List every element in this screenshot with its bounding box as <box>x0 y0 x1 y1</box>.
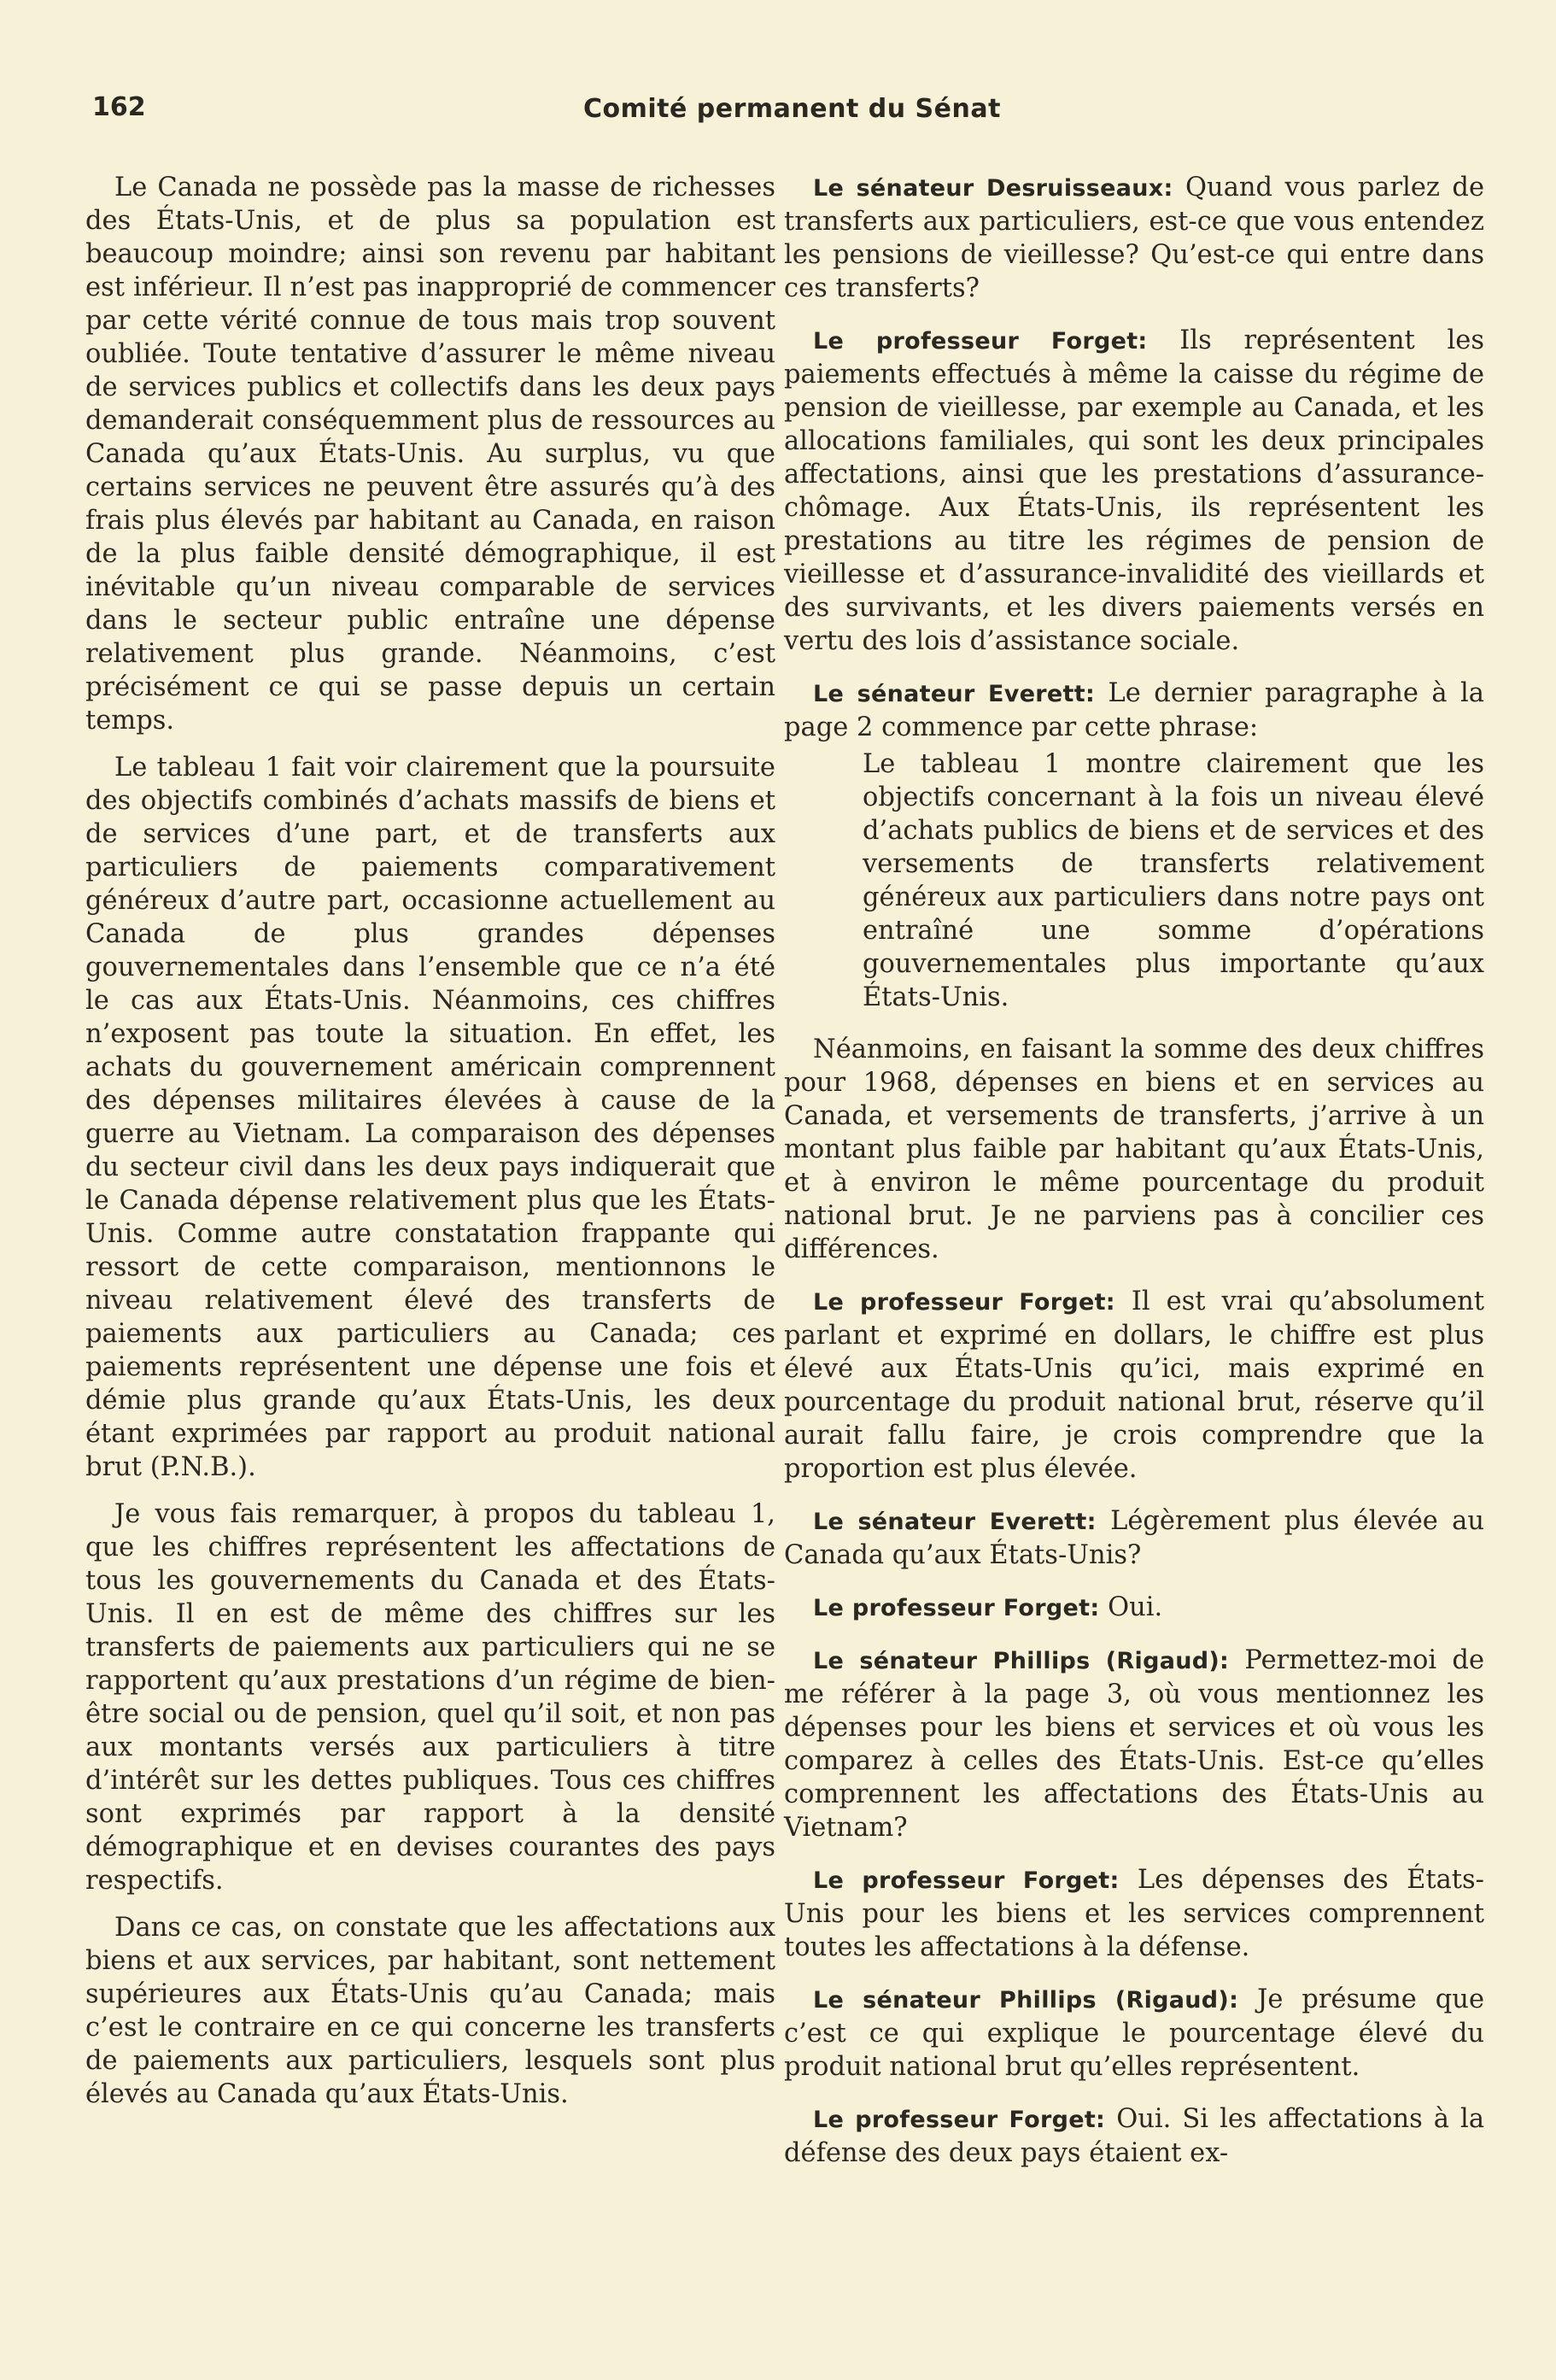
exchange <box>784 1504 1484 1572</box>
speech-text: Je présume que c’est ce qui explique le pourcentage élevé du produit national brut qu’elles représentent. <box>784 1984 1484 2082</box>
speaker-name: Le sénateur Everett: <box>813 1509 1097 1535</box>
exchange <box>784 171 1484 305</box>
exchange <box>784 324 1484 658</box>
speaker-name: Le sénateur Phillips (Rigaud): <box>813 1648 1230 1674</box>
speaker-name: Le professeur Forget: <box>813 1867 1120 1894</box>
speech-text: Le dernier paragraphe à la page 2 commence par cette phrase: <box>784 678 1484 742</box>
speaker-name: Le professeur Forget: <box>813 1289 1115 1316</box>
paragraph: Le tableau 1 fait voir clairement que la poursuite des objectifs combinés d’achats massifs de biens et de services d’une part, et de transferts aux particuliers de paiements comparativement généreux d’autre part, occasionne actuellement au Canada de plus grandes dépenses gouvernementales dans l’ensemble que ce n’a été le cas aux États-Unis. Néanmoins, ces chiffres n’exposent pas toute la situation. En effet, les achats du gouvernement américain comprennent des dépenses militaires élevées à cause de la guerre au Vietnam. La comparaison des dépenses du secteur civil dans les deux pays indiquerait que le Canada dépense relativement plus que les États-Unis. Comme autre constatation frappante qui ressort de cette comparaison, mentionnons le niveau relativement élevé des transferts de paiements aux particuliers au Canada; ces paiements représentent une dépense une fois et démie plus grande qu’aux États-Unis, les deux étant exprimées par rapport au produit national brut (P.N.B.). <box>85 753 775 1482</box>
page-number: 162 <box>92 92 146 122</box>
running-title: Comité permanent du Sénat <box>583 94 1001 124</box>
speech-text: Il est vrai qu’absolument parlant et exprimé en dollars, le chiffre est plus élevé aux États-Unis qu’ici, mais exprimé en pourcentage du produit national brut, réserve qu’il aurait fallu faire, je crois comprendre que la proportion est plus élevée. <box>784 1287 1484 1484</box>
speech-text: Permettez-moi de me référer à la page 3, où vous mentionnez les dépenses pour les biens et services et où vous les comparez à celles des États-Unis. Est-ce qu’elles comprennent les affectations des États-Unis au Vietnam? <box>784 1645 1485 1843</box>
exchange <box>784 1285 1484 1486</box>
speech-text: Les dépenses des États-Unis pour les biens et les services comprennent toutes les affectations à la défense. <box>784 1865 1484 1962</box>
speaker-name: Le professeur Forget: <box>813 328 1148 355</box>
speech-text: Oui. Si les affectations à la défense des deux pays étaient ex- <box>784 2104 1484 2168</box>
left-column <box>85 171 775 2125</box>
paragraph: Néanmoins, en faisant la somme des deux chiffres pour 1968, dépenses en biens et en services au Canada, et versements de transferts, j’arrive à un montant plus faible par habitant qu’aux États-Unis, et à environ le même pourcentage du produit national brut. Je ne parviens pas à concilier ces différences. <box>784 1035 1484 1264</box>
paragraph: Le Canada ne possède pas la masse de richesses des États-Unis, et de plus sa population est beaucoup moindre; ainsi son revenu par habitant est inférieur. Il n’est pas inapproprié de commencer par cette vérité connue de tous mais trop souvent oubliée. Toute tentative d’assurer le même niveau de services publics et collectifs dans les deux pays demanderait conséquemment plus de ressources au Canada qu’aux États-Unis. Au surplus, vu que certains services ne peuvent être assurés qu’à des frais plus élevés par habitant au Canada, en raison de la plus faible densité démographique, il est inévitable qu’un niveau comparable de services dans le secteur public entraîne une dépense relativement plus grande. Néanmoins, c’est précisément ce qui se passe depuis un certain temps. <box>85 173 775 736</box>
paragraph: Je vous fais remarquer, à propos du tableau 1, que les chiffres représentent les affectations de tous les gouvernements du Canada et des États-Unis. Il en est de même des chiffres sur les transferts de paiements aux particuliers qui ne se rapportent qu’aux prestations d’un régime de bien-être social ou de pension, quel qu’il soit, et non pas aux montants versés aux particuliers à titre d’intérêt sur les dettes publiques. Tous ces chiffres sont exprimés par rapport à la densité démographique et en devises courantes des pays respectifs. <box>85 1499 775 1896</box>
exchange <box>784 2102 1484 2170</box>
exchange <box>784 677 1484 744</box>
exchange <box>784 1644 1484 1844</box>
paragraph: Dans ce cas, on constate que les affectations aux biens et aux services, par habitant, sont nettement supérieures aux États-Unis qu’au Canada; mais c’est le contraire en ce qui concerne les transferts de paiements aux particuliers, lesquels sont plus élevés au Canada qu’aux États-Unis. <box>85 1913 775 2109</box>
right-column <box>784 171 1484 2189</box>
exchange <box>784 1863 1484 1964</box>
speech-text: Quand vous parlez de transferts aux particuliers, est-ce que vous entendez les pensions de vieillesse? Qu’est-ce qui entre dans ces transferts? <box>784 173 1484 303</box>
speaker-name: Le professeur Forget: <box>813 2107 1106 2133</box>
speaker-name: Le sénateur Desruisseaux: <box>813 175 1173 202</box>
exchange <box>784 1983 1484 2084</box>
block-quote: Le tableau 1 montre clairement que les objectifs concernant à la fois un niveau élevé d’achats publics de biens et de services et des versements de transferts relativement généreux aux particuliers dans notre pays ont entraîné une somme d’opérations gouvernementales plus importante qu’aux États-Unis. <box>863 749 1484 1012</box>
speech-text: Légèrement plus élevée au Canada qu’aux États-Unis? <box>784 1506 1484 1570</box>
speaker-name: Le sénateur Phillips (Rigaud): <box>813 1987 1239 2014</box>
speaker-name: Le professeur Forget: <box>813 1595 1100 1621</box>
speaker-name: Le sénateur Everett: <box>813 681 1096 707</box>
speech-text: Oui. <box>1108 1592 1163 1622</box>
speech-text: Ils représentent les paiements effectués à même la caisse du régime de pension de vieillesse, par exemple au Canada, et les allocations familiales, qui sont les deux principales affectations, ainsi que les prestations d’assurance-chômage. Aux États-Unis, ils représentent les prestations au titre les régimes de pension de vieillesse et d’assurance-invalidité des vieillards et des survivants, et les divers paiements versés en vertu des lois d’assistance sociale. <box>784 325 1484 656</box>
page-header <box>92 92 1505 144</box>
exchange <box>784 1591 1484 1625</box>
